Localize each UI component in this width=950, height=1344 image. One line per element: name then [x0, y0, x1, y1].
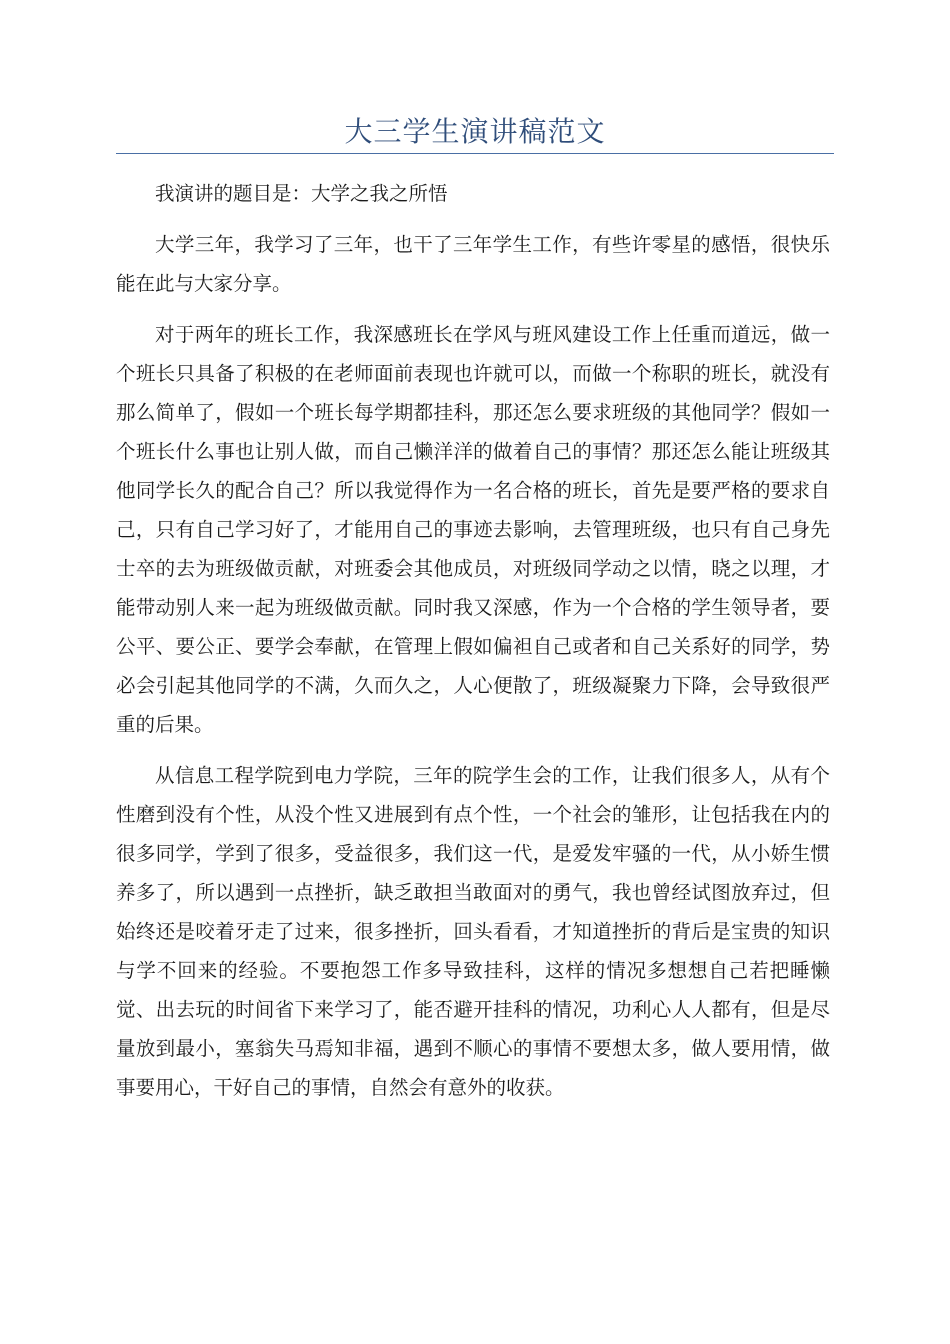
paragraph-topic: 我演讲的题目是：大学之我之所悟 — [155, 182, 448, 205]
paragraph-intro: 大学三年，我学习了三年，也干了三年学生工作，有些许零星的感悟，很快乐能在此与大家分享。 — [116, 233, 830, 295]
paragraph-monitor: 对于两年的班长工作，我深感班长在学风与班风建设工作上任重而道远，做一个班长只具备了积极的在老师面前表现也许就可以，而做一个称职的班长，就没有那么简单了，假如一个班长每学期都挂科，那还怎么要求班级的其他同学？假如一个班长什么事也让别人做，而自己懒洋洋的做着自己的事情？那还怎么能让班级其他同学长久的配合自己？所以我觉得作为一名合格的班长，首先是要严格的要求自己，只有自己学习好了，才能用自己的事迹去影响，去管理班级，也只有自己身先士卒的去为班级做贡献，对班委会其他成员，对班级同学动之以情，晓之以理，才能带动别人来一起为班级做贡献。同时我又深感，作为一个合格的学生领导者，要公平、要公正、要学会奉献，在管理上假如偏袒自己或者和自己关系好的同学，势必会引起其他同学的不满，久而久之，人心便散了，班级凝聚力下降，会导致很严重的后果。 — [116, 323, 830, 736]
title-underline — [116, 153, 834, 154]
paragraph-student-union: 从信息工程学院到电力学院，三年的院学生会的工作，让我们很多人，从有个性磨到没有个性，从没个性又进展到有点个性，一个社会的雏形，让包括我在内的很多同学，学到了很多，受益很多，我们这一代，是爱发牢骚的一代，从小娇生惯养多了，所以遇到一点挫折，缺乏敢担当敢面对的勇气，我也曾经试图放弃过，但始终还是咬着牙走了过来，很多挫折，回头看看，才知道挫折的背后是宝贵的知识与学不回来的经验。不要抱怨工作多导致挂科，这样的情况多想想自己若把睡懒觉、出去玩的时间省下来学习了，能否避开挂科的情况，功利心人人都有，但是尽量放到最小，塞翁失马焉知非福，遇到不顺心的事情不要想太多，做人要用情，做事要用心，干好自己的事情，自然会有意外的收获。 — [116, 764, 830, 1099]
document-body — [116, 174, 830, 1119]
document-title: 大三学生演讲稿范文 — [344, 115, 606, 148]
